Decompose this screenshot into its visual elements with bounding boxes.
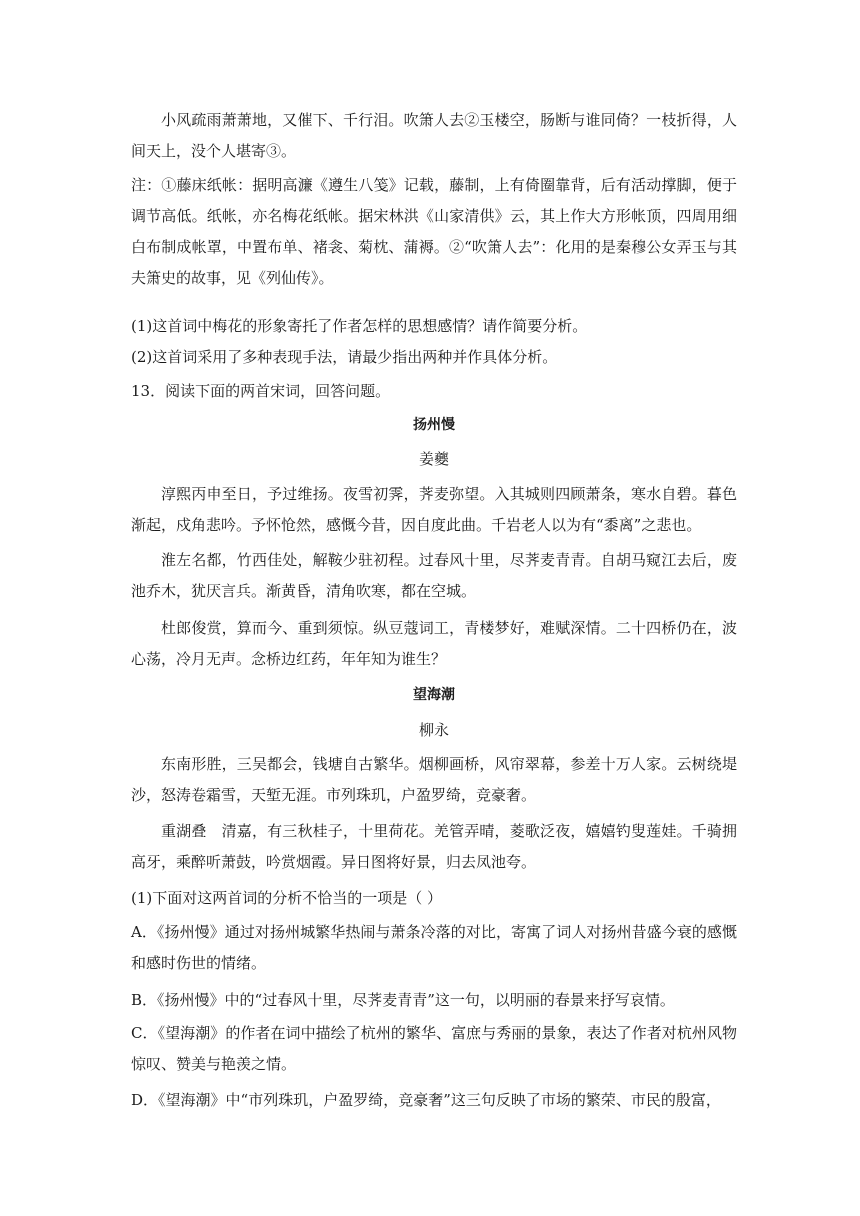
poem-a-stanza-1: 淮左名都，竹西佳处，解鞍少驻初程。过春风十里，尽荠麦青青。自胡马窥江去后，废池乔木，犹厌言兵。渐黄昏，清角吹寒，都在空城。: [131, 551, 737, 600]
poem-a-preface: 淳熙丙申至日，予过维扬。夜雪初霁，荠麦弥望。入其城则四顾萧条，寒水自碧。暮色渐起，戍角悲吟。予怀怆然，感慨今昔，因自度此曲。千岩老人以为有“黍离”之悲也。: [131, 485, 737, 534]
option-d: D．《望海潮》中“市列珠玑，户盈罗绮，竞豪奢”这三句反映了市场的繁荣、市民的殷富，: [131, 1091, 721, 1109]
option-a: A．《扬州慢》通过对扬州城繁华热闹与萧条冷落的对比，寄寓了词人对扬州昔盛今衰的感慨和感时伤世的情绪。: [131, 923, 737, 972]
option-c: C．《望海潮》的作者在词中描绘了杭州的繁华、富庶与秀丽的景象，表达了作者对杭州风物惊叹、赞美与艳羡之情。: [131, 1024, 737, 1073]
poem1-question-2: (2)这首词采用了多种表现手法，请最少指出两种并作具体分析。: [131, 348, 558, 366]
poem-a-stanza-2: 杜郎俊赏，算而今、重到须惊。纵豆蔻词工，青楼梦好，难赋深情。二十四桥仍在，波心荡，冷月无声。念桥边红药，年年知为谁生？: [131, 619, 737, 668]
poem-b-title: 望海潮: [413, 687, 455, 703]
poem-b-author: 柳永: [418, 721, 449, 739]
option-b: B．《扬州慢》中的“过春风十里，尽荠麦青青”这一句，以明丽的春景来抒写哀情。: [131, 991, 675, 1009]
poem1-note: 注：①藤床纸帐：据明高濂《遵生八笺》记载，藤制，上有倚圈靠背，后有活动撑脚，便于调节高低。纸帐，亦名梅花纸帐。据宋林洪《山家清供》云，其上作大方形帐顶，四周用细白布制成帐罩，中置布单、褚衾、菊枕、蒲褥。②“吹箫人去”：化用的是秦穆公女弄玉与其夫箫史的故事，见《列仙传》。: [131, 176, 737, 287]
question-13-stem: 13．阅读下面的两首宋词，回答问题。: [131, 382, 391, 400]
sub-question-1-stem: (1)下面对这两首词的分析不恰当的一项是（ ）: [131, 889, 443, 907]
poem-b-stanza-2: 重湖叠 清嘉，有三秋桂子，十里荷花。羌管弄晴，菱歌泛夜，嬉嬉钓叟莲娃。千骑拥高牙，乘醉听萧鼓，吟赏烟霞。异日图将好景，归去凤池夸。: [131, 822, 737, 871]
poem-a-title: 扬州慢: [413, 417, 455, 433]
poem-a-author: 姜夔: [418, 450, 449, 468]
poem1-lines: 小风疏雨萧萧地，又催下、千行泪。吹箫人去②玉楼空，肠断与谁同倚？一枝折得，人间天上，没个人堪寄③。: [131, 111, 737, 160]
poem-b-stanza-1: 东南形胜，三吴都会，钱塘自古繁华。烟柳画桥，风帘翠幕，参差十万人家。云树绕堤沙，怒涛卷霜雪，天堑无涯。市列珠玑，户盈罗绮，竞豪奢。: [131, 755, 737, 804]
poem1-question-1: (1)这首词中梅花的形象寄托了作者怎样的思想感情？请作简要分析。: [131, 317, 588, 335]
